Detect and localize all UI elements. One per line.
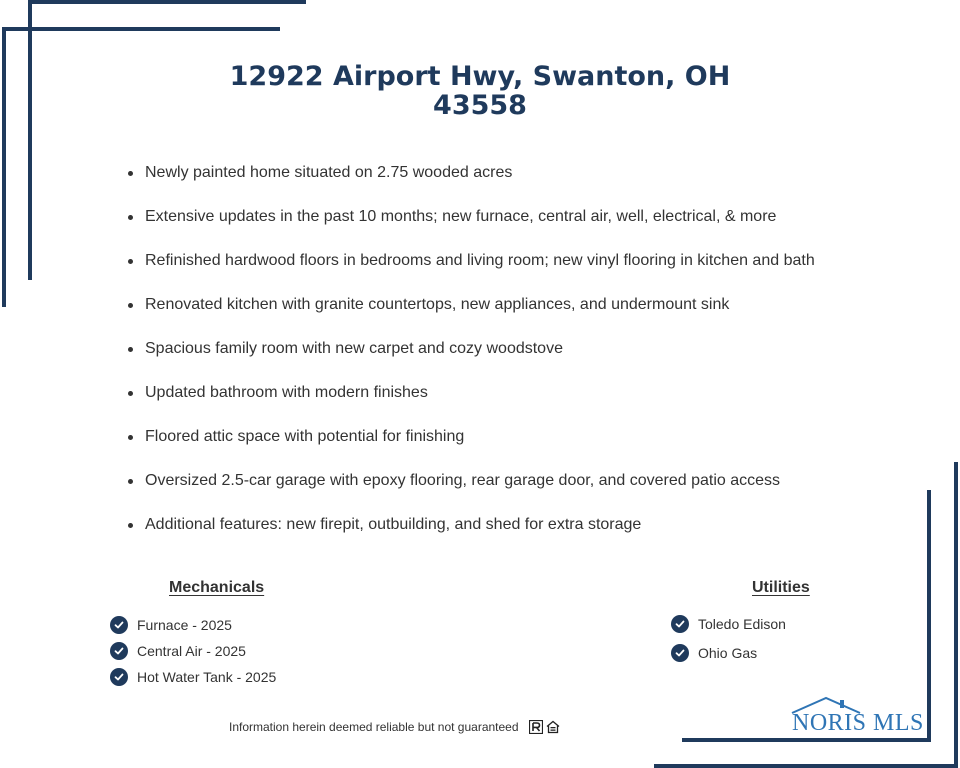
frame-line-left-inner xyxy=(28,0,32,280)
list-item xyxy=(110,612,276,638)
feature-list xyxy=(128,160,888,556)
logo-text: NORIS MLS xyxy=(792,710,924,736)
list-item xyxy=(671,609,786,638)
footer-icons xyxy=(529,720,560,734)
disclaimer-text: Information herein deemed reliable but not guaranteed xyxy=(229,720,519,734)
list-item: Floored attic space with potential for finishing xyxy=(128,424,888,468)
frame-line-bottom-outer xyxy=(654,764,958,768)
check-circle-icon xyxy=(110,642,128,660)
list-item xyxy=(110,664,276,690)
list-item: Spacious family room with new carpet and cozy woodstove xyxy=(128,336,888,380)
title-line-2: 43558 xyxy=(433,90,527,121)
check-circle-icon xyxy=(671,615,689,633)
utility-label: Ohio Gas xyxy=(698,644,758,661)
frame-line-right-outer xyxy=(954,462,958,768)
mechanical-label: Hot Water Tank - 2025 xyxy=(137,669,277,685)
list-item xyxy=(671,638,786,667)
frame-line-top-inner xyxy=(2,27,280,31)
mechanical-label: Central Air - 2025 xyxy=(137,643,246,659)
mechanicals-list xyxy=(110,612,276,690)
utilities-list xyxy=(671,609,786,667)
realtor-r-icon xyxy=(529,720,543,734)
mechanicals-heading: Mechanicals xyxy=(169,579,265,596)
list-item: Additional features: new firepit, outbuilding, and shed for extra storage xyxy=(128,512,888,556)
list-item: Updated bathroom with modern finishes xyxy=(128,380,888,424)
list-item: Renovated kitchen with granite countertops, new appliances, and undermount sink xyxy=(128,292,888,336)
list-item: Oversized 2.5-car garage with epoxy flooring, rear garage door, and covered patio access xyxy=(128,468,888,512)
list-item xyxy=(110,638,276,664)
noris-mls-logo xyxy=(790,696,950,742)
page-title xyxy=(0,62,960,120)
check-circle-icon xyxy=(671,644,689,662)
check-circle-icon xyxy=(110,668,128,686)
footer-disclaimer xyxy=(229,720,560,734)
utility-label: Toledo Edison xyxy=(698,615,786,632)
title-line-1: 12922 Airport Hwy, Swanton, OH xyxy=(229,61,731,92)
equal-housing-icon xyxy=(546,720,560,734)
utilities-heading: Utilities xyxy=(752,579,810,596)
check-circle-icon xyxy=(110,616,128,634)
list-item: Newly painted home situated on 2.75 wooded acres xyxy=(128,160,888,204)
frame-line-top-outer xyxy=(28,0,306,4)
list-item: Extensive updates in the past 10 months; new furnace, central air, well, electrical, & more xyxy=(128,204,888,248)
list-item: Refinished hardwood floors in bedrooms and living room; new vinyl flooring in kitchen and bath xyxy=(128,248,888,292)
mechanical-label: Furnace - 2025 xyxy=(137,617,232,633)
